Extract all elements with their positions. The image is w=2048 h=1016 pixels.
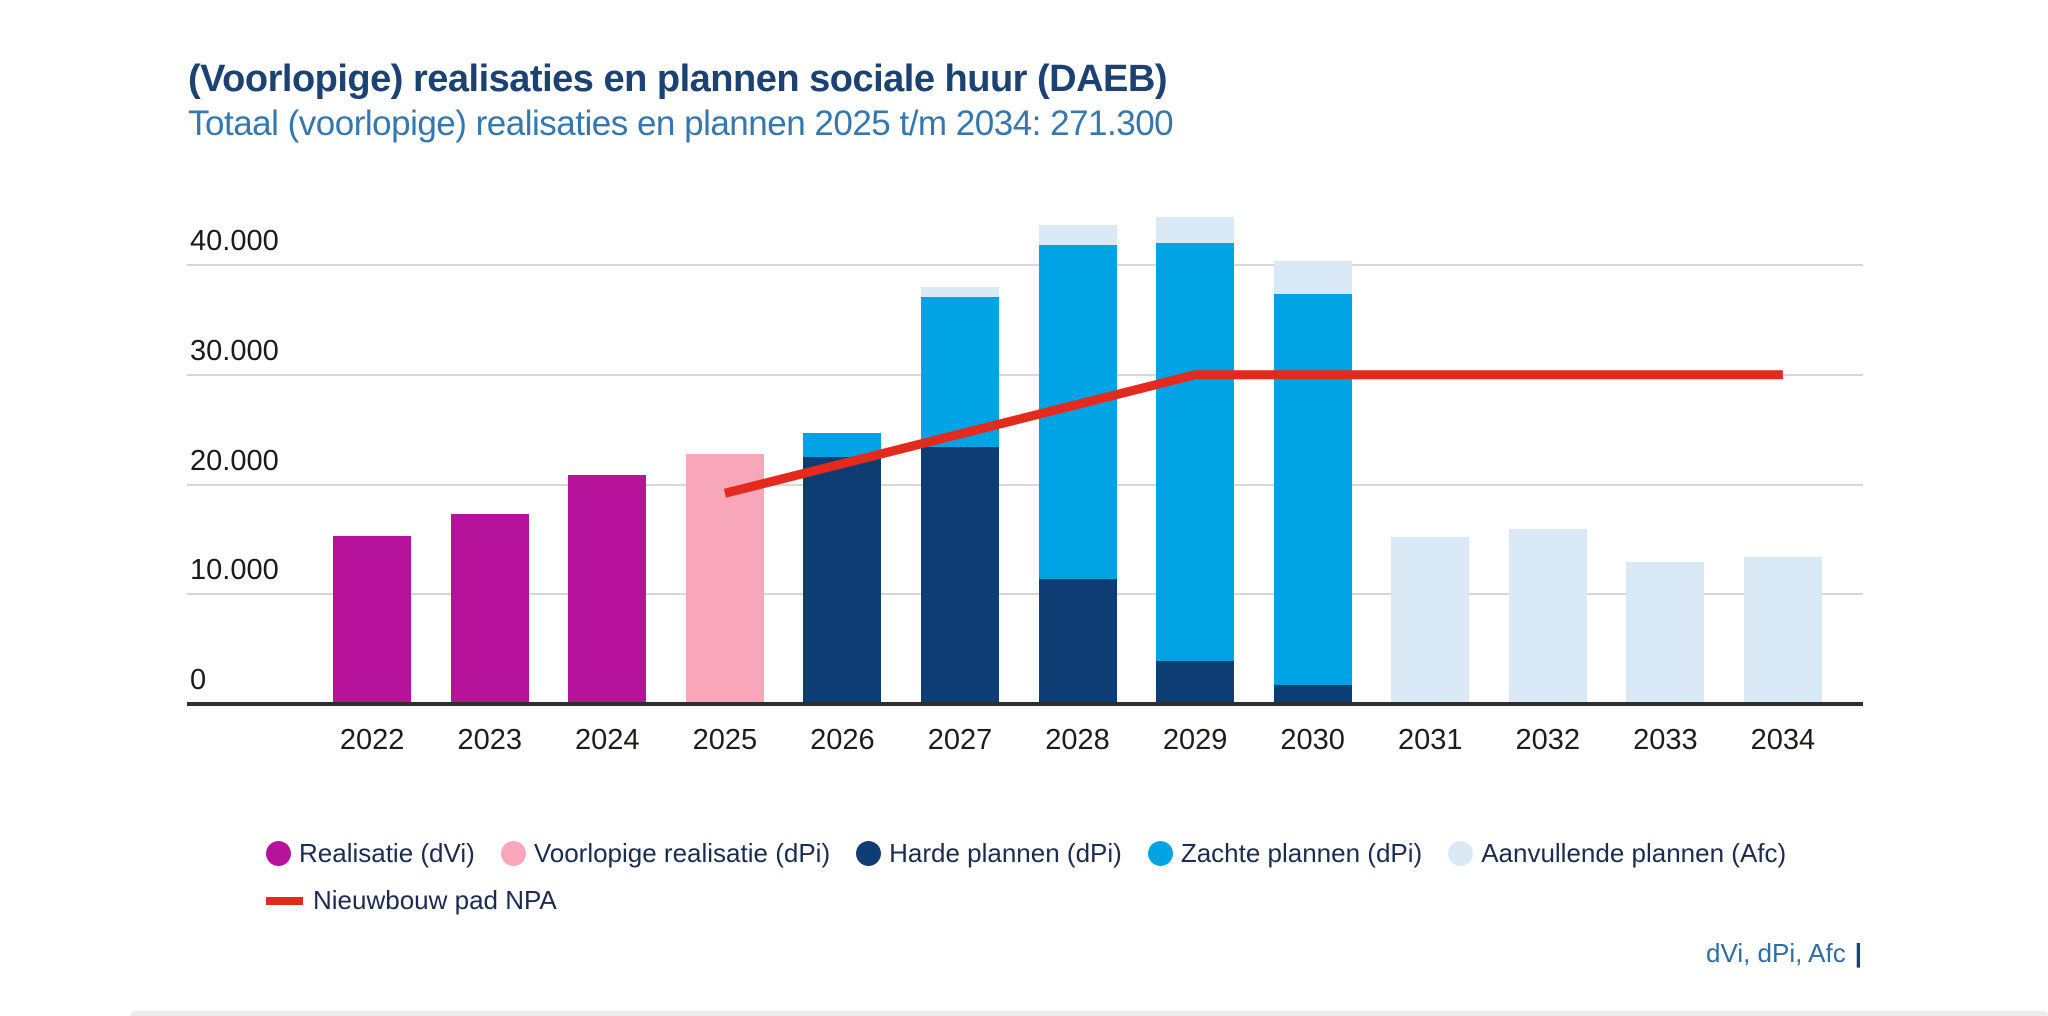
legend-swatch-harde-plannen-dpi <box>856 841 881 866</box>
legend-label-npa: Nieuwbouw pad NPA <box>313 885 557 915</box>
npa-line-swatch <box>266 897 303 905</box>
bar-2029-aanvullende-plannen-afc <box>1156 217 1234 243</box>
legend-item-voorlopige-realisatie-dpi <box>501 838 830 869</box>
legend-row-line <box>266 885 557 916</box>
bar-2028-zachte-plannen-dpi <box>1039 245 1117 579</box>
bar-2026-harde-plannen-dpi <box>803 457 881 704</box>
x-axis-label-2029: 2029 <box>1162 724 1228 756</box>
y-axis-label-20.000: 20.000 <box>190 444 279 477</box>
y-axis-label-10.000: 10.000 <box>190 554 279 587</box>
x-axis-label-2023: 2023 <box>457 724 522 756</box>
bar-2027-harde-plannen-dpi <box>921 447 999 704</box>
bar-2030-aanvullende-plannen-afc <box>1274 261 1352 294</box>
x-axis-label-2034: 2034 <box>1750 724 1816 756</box>
legend-label-aanvullende-plannen-afc: Aanvullende plannen (Afc) <box>1481 838 1787 868</box>
legend-label-zachte-plannen-dpi: Zachte plannen (dPi) <box>1180 838 1423 868</box>
chart-title: (Voorlopige) realisaties en plannen sociale huur (DAEB) <box>188 58 1167 100</box>
legend-item-zachte-plannen-dpi <box>1148 838 1422 869</box>
x-axis-label-2022: 2022 <box>339 724 405 756</box>
gridline-30.000 <box>187 374 1863 376</box>
source-footer <box>1706 938 1862 969</box>
legend-row-bars <box>266 838 1786 869</box>
bar-2022-realisatie-dvi <box>333 536 411 704</box>
bar-2023-realisatie-dvi <box>451 514 529 704</box>
bar-2032-aanvullende-plannen-afc <box>1509 529 1587 704</box>
bar-2029-harde-plannen-dpi <box>1156 661 1234 704</box>
legend-label-voorlopige-realisatie-dpi: Voorlopige realisatie (dPi) <box>533 838 831 868</box>
y-axis-label-40.000: 40.000 <box>190 225 279 257</box>
bar-2029-zachte-plannen-dpi <box>1156 243 1234 661</box>
bar-2028-harde-plannen-dpi <box>1039 579 1117 704</box>
bar-2034-aanvullende-plannen-afc <box>1744 557 1822 704</box>
x-axis-label-2025: 2025 <box>692 724 758 756</box>
legend-item-aanvullende-plannen-afc <box>1448 838 1786 869</box>
bar-2026-zachte-plannen-dpi <box>803 433 881 457</box>
x-axis-label-2024: 2024 <box>575 724 640 756</box>
bar-2030-zachte-plannen-dpi <box>1274 294 1352 686</box>
x-axis-baseline <box>187 702 1863 706</box>
legend-swatch-realisatie-dvi <box>266 841 291 866</box>
x-axis-label-2032: 2032 <box>1515 724 1581 756</box>
bar-2025-voorlopige-realisatie-dpi <box>686 454 764 704</box>
x-axis-label-2026: 2026 <box>810 724 875 756</box>
gridline-40.000 <box>187 264 1863 266</box>
bar-2024-realisatie-dvi <box>568 475 646 704</box>
x-axis-label-2030: 2030 <box>1280 724 1345 756</box>
legend-swatch-voorlopige-realisatie-dpi <box>501 841 526 866</box>
gridline-20.000 <box>187 484 1863 486</box>
x-axis-label-2027: 2027 <box>927 724 993 756</box>
legend-swatch-aanvullende-plannen-afc <box>1448 841 1473 866</box>
legend-item-harde-plannen-dpi <box>856 838 1122 869</box>
y-axis-label-30.000: 30.000 <box>190 334 279 367</box>
footer-sources: dVi, dPi, Afc <box>1706 938 1846 968</box>
legend-label-harde-plannen-dpi: Harde plannen (dPi) <box>889 838 1122 868</box>
x-axis-label-2028: 2028 <box>1045 724 1110 756</box>
legend-swatch-zachte-plannen-dpi <box>1148 841 1173 866</box>
bar-2027-aanvullende-plannen-afc <box>921 287 999 297</box>
bottom-panel-edge <box>130 1011 2048 1016</box>
x-axis-label-2033: 2033 <box>1633 724 1698 756</box>
bar-2027-zachte-plannen-dpi <box>921 297 999 447</box>
legend-label-realisatie-dvi: Realisatie (dVi) <box>299 838 475 868</box>
chart-subtitle: Totaal (voorlopige) realisaties en plannen 2025 t/m 2034: 271.300 <box>188 104 1174 143</box>
gridline-10.000 <box>187 593 1863 595</box>
y-axis-label-0: 0 <box>190 664 207 696</box>
bar-2028-aanvullende-plannen-afc <box>1039 225 1117 245</box>
footer-divider: | <box>1854 938 1862 968</box>
legend-item-realisatie-dvi <box>266 838 475 869</box>
x-axis-label-2031: 2031 <box>1397 724 1463 756</box>
bar-2033-aanvullende-plannen-afc <box>1626 562 1704 704</box>
bar-2031-aanvullende-plannen-afc <box>1391 537 1469 704</box>
